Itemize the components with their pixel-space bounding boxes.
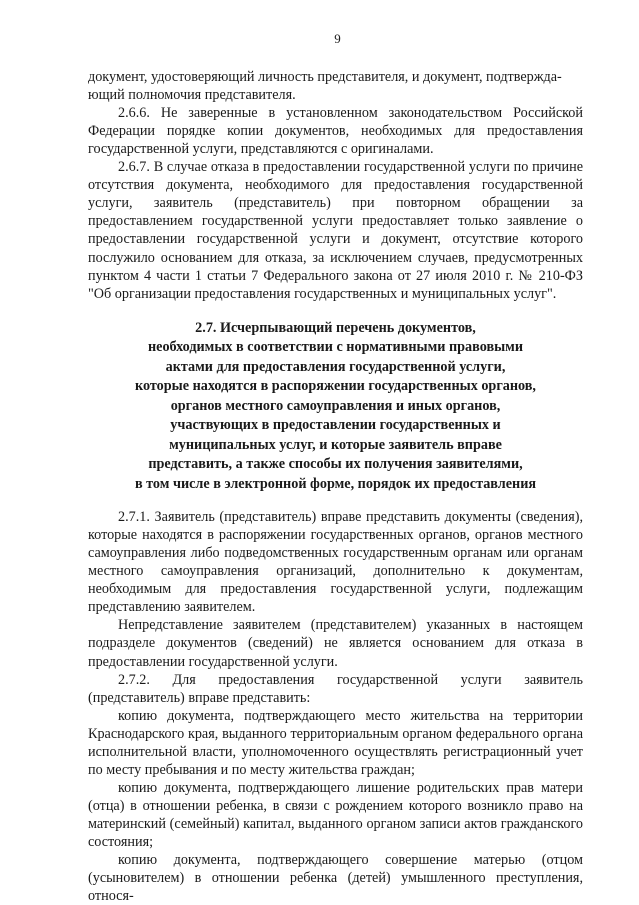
heading-line: необходимых в соответствии с нормативными правовыми (147, 339, 524, 356)
list-item-crime-document: копию документа, подтверждающего совершение матерью (отцом (усыновителем) в отношении ребенка (детей) умышленного преступления, относя- (88, 852, 583, 905)
heading-line: представить, а также способы их получения заявителями, (148, 456, 523, 473)
paragraph-2-6-6: 2.6.6. Не заверенные в установленном законодательством Российской Федерации порядке копии документов, необходимых для предоставления государственной услуги, представляются с оригиналами. (88, 105, 583, 158)
page-number: 9 (334, 31, 341, 46)
heading-line: которые находятся в распоряжении государственных органов, (135, 378, 536, 395)
paragraph-2-7-1: 2.7.1. Заявитель (представитель) вправе представить документы (сведения), которые находятся в распоряжении государственных органов, органов местного самоуправления либо подведомственных государственным органам или органам местного самоуправления организаций, дополнительно к документам, необходимым для предоставления государственной услуги, подлежащим представлению заявителем. (88, 509, 583, 616)
list-item-residence-document: копию документа, подтверждающего место жительства на территории Краснодарского края, выданного территориальным органом федерального органа исполнительной власти, уполномоченного осуществлять регистрационный учет по месту пребывания и по месту жительства граждан; (88, 707, 583, 778)
heading-line: участвующих в предоставлении государственных и (170, 417, 501, 434)
heading-line: в том числе в электронной форме, порядок их предоставления (134, 475, 537, 492)
intro-line-1: документ, удостоверяющий личность представителя, и документ, подтвержда- (88, 69, 562, 86)
paragraph-non-submission: Непредставление заявителем (представителем) указанных в настоящем подразделе документов (сведений) не является основанием для отказа в предоставлении государственной услуги. (88, 617, 583, 670)
heading-line: актами для предоставления государственной услуги, (165, 358, 506, 375)
paragraph-2-7-2: 2.7.2. Для предоставления государственной услуги заявитель (представитель) вправе представить: (88, 671, 583, 706)
section-heading-2-7 (88, 319, 583, 495)
heading-line: органов местного самоуправления и иных органов, (170, 397, 501, 414)
intro-line-2: ющий полномочия представителя. (88, 87, 296, 104)
paragraph-2-6-7: 2.6.7. В случае отказа в предоставлении государственной услуги по причине отсутствия документа, необходимого для предоставления государственной услуги, заявитель (представитель) при повторном обращении за предоставлением государственной услуги предоставляет только заявление о предоставлении государственной услуги и документ, отсутствие которого послужило основанием для отказа, за исключением случаев, предусмотренных пунктом 4 части 1 статьи 7 Федерального закона от 27 июля 2010 г. № 210-ФЗ "Об организации предоставления государственных и муниципальных услуг". (88, 159, 583, 302)
heading-line: 2.7. Исчерпывающий перечень документов, (195, 319, 476, 336)
heading-line: муниципальных услуг, и которые заявитель вправе (169, 436, 502, 453)
list-item-parental-rights-document: копию документа, подтверждающего лишение родительских прав матери (отца) в отношении ребенка, в связи с рождением которого возникло право на материнский (семейный) капитал, выданного органом записи актов гражданского состояния; (88, 779, 583, 850)
